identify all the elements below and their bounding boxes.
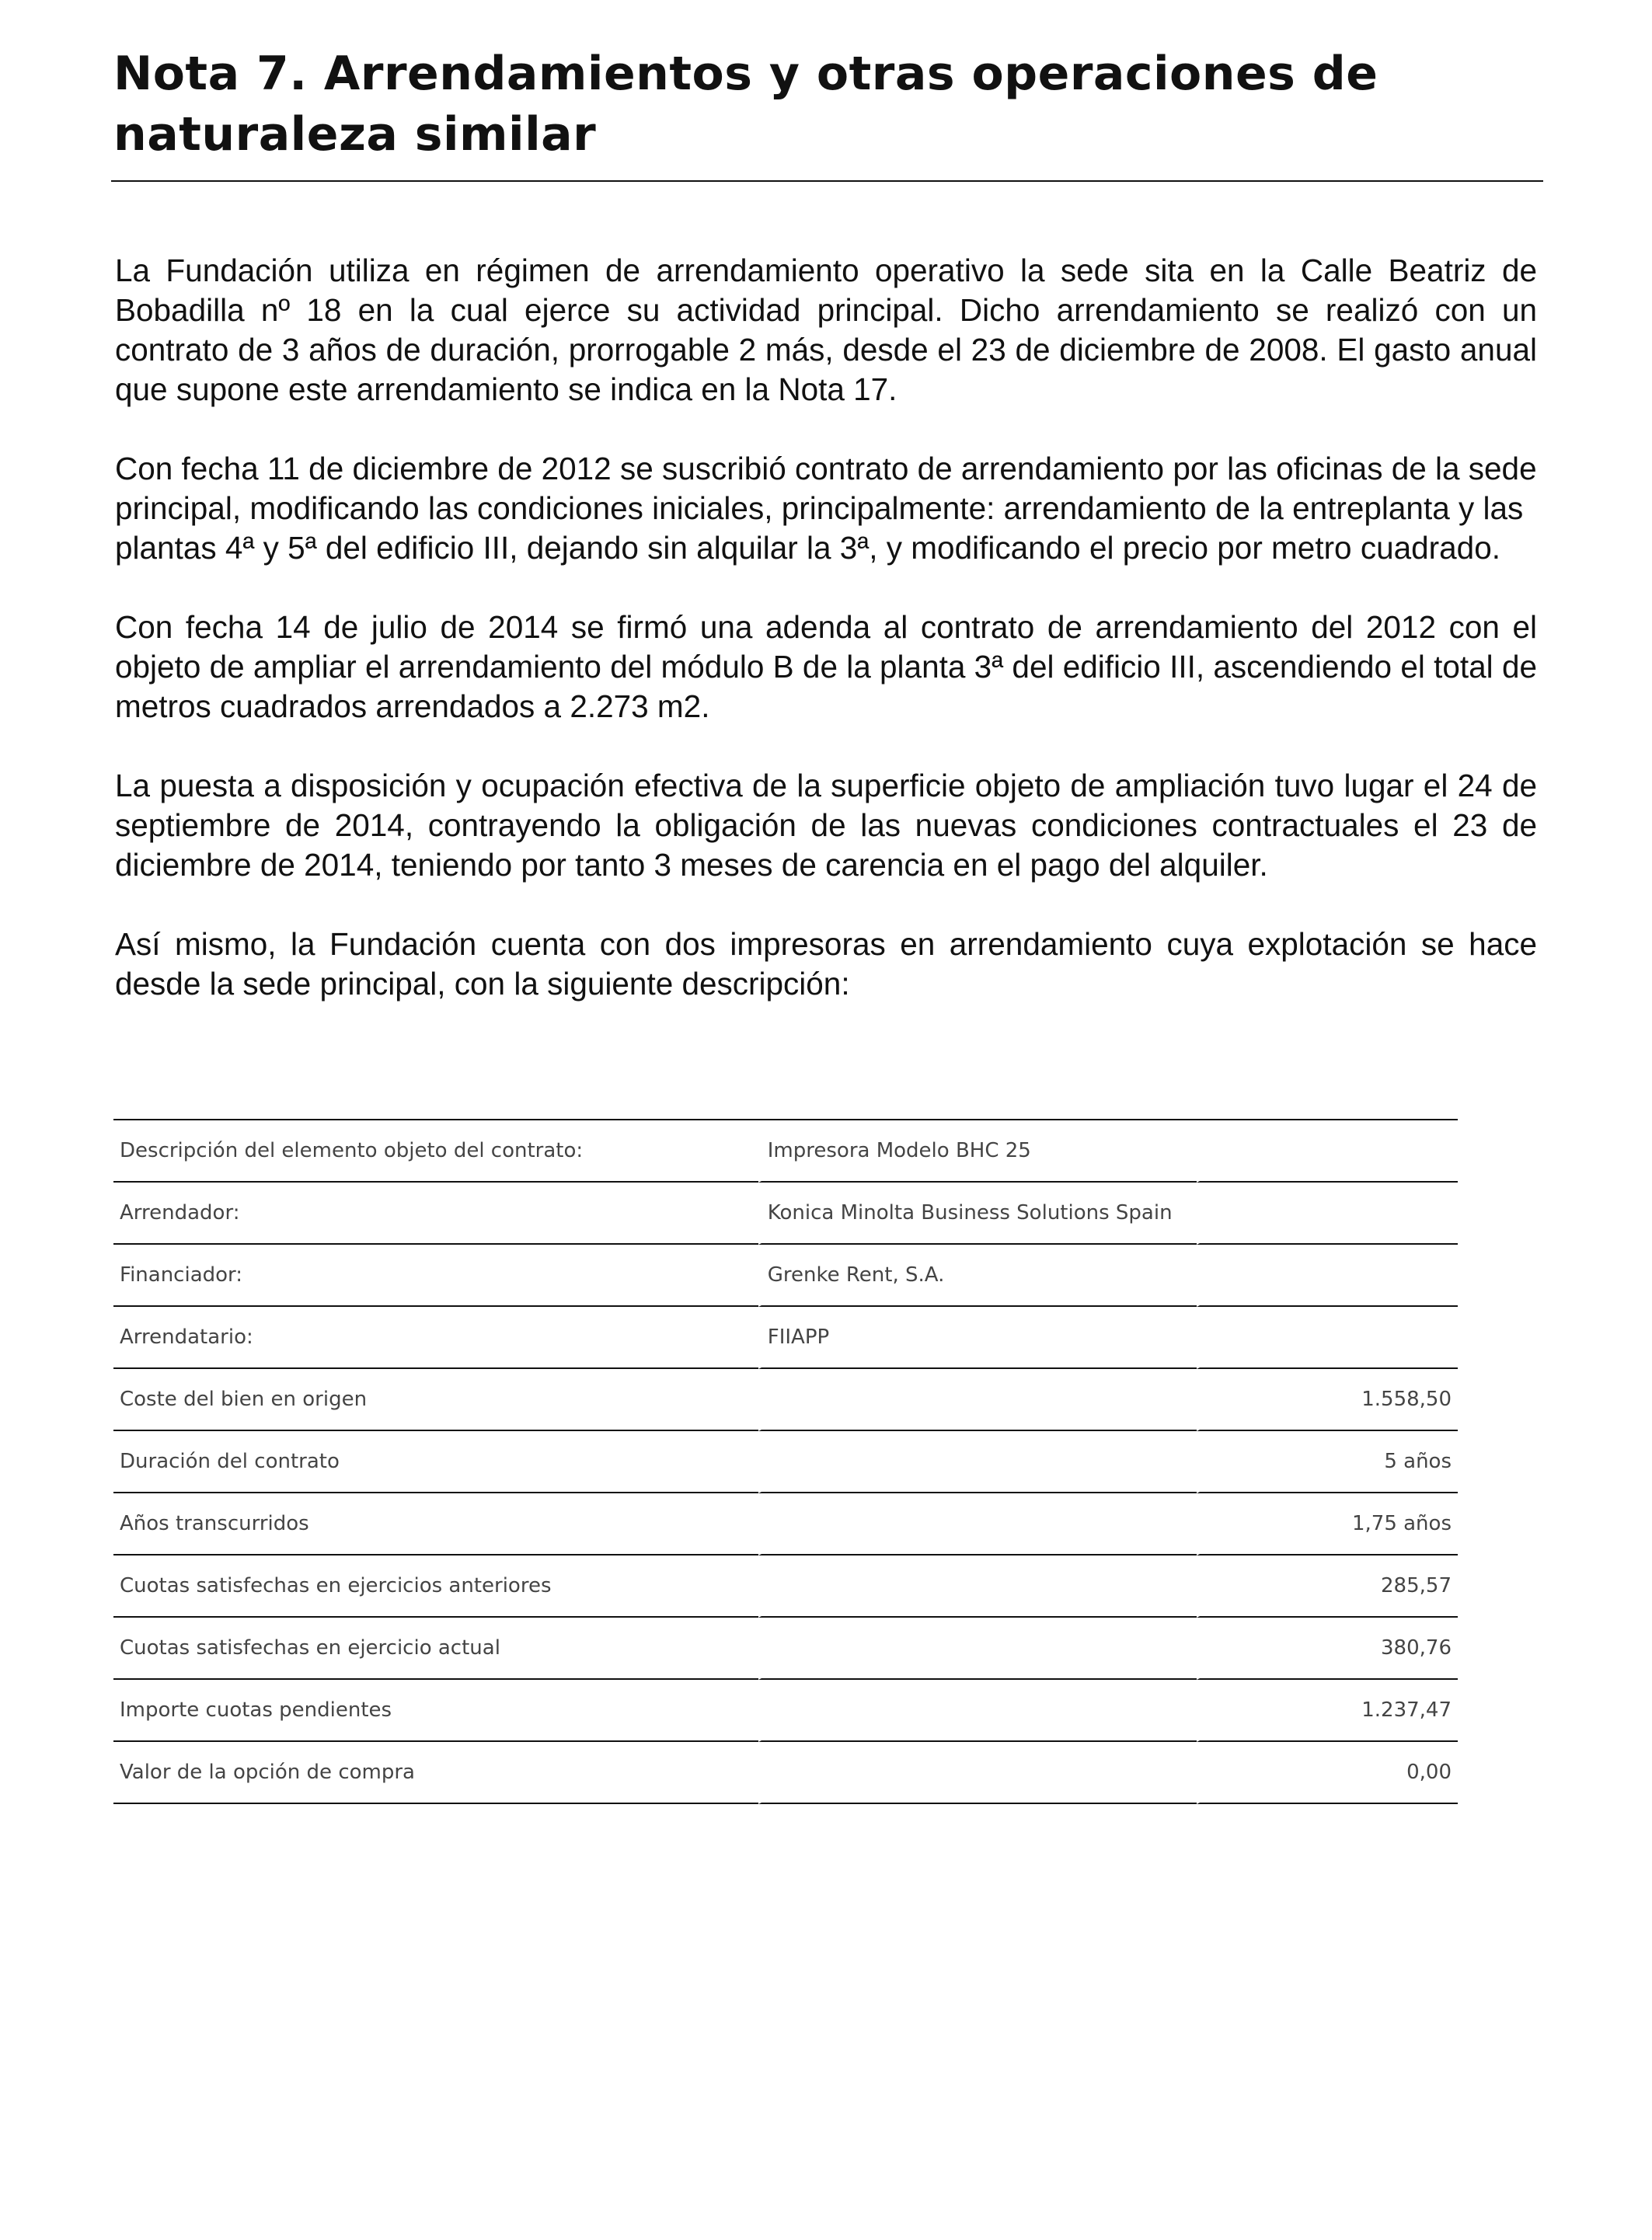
paragraph-puesta-disposicion: La puesta a disposición y ocupación efectiva de la superficie objeto de ampliación tuvo lugar el 24 de septiembre de 2014, contrayendo la obligación de las nuevas condiciones contractuales el 23 de diciembre de 2014, teniendo por tanto 3 meses de carencia en el pago del alquiler. [115, 768, 1537, 883]
row-label: Arrendador: [113, 1183, 758, 1245]
row-value [1197, 1120, 1458, 1183]
row-label: Arrendatario: [113, 1307, 758, 1369]
row-label: Cuotas satisfechas en ejercicios anteriores [113, 1555, 758, 1618]
row-text [758, 1742, 1197, 1804]
table-row [113, 1493, 1458, 1555]
table-row [113, 1307, 1458, 1369]
row-text: Impresora Modelo BHC 25 [758, 1120, 1197, 1183]
body-text [115, 251, 1537, 1043]
row-label: Coste del bien en origen [113, 1369, 758, 1431]
row-text: Konica Minolta Business Solutions Spain [758, 1183, 1197, 1245]
row-value: 0,00 [1197, 1742, 1458, 1804]
row-text [758, 1555, 1197, 1618]
table-row [113, 1742, 1458, 1804]
row-value: 1.237,47 [1197, 1680, 1458, 1742]
row-text: Grenke Rent, S.A. [758, 1245, 1197, 1307]
row-value: 1.558,50 [1197, 1369, 1458, 1431]
table-row [113, 1120, 1458, 1183]
paragraph-impresoras: Así mismo, la Fundación cuenta con dos impresoras en arrendamiento cuya explotación se hace desde la sede principal, con la siguiente descripción: [115, 926, 1537, 1002]
row-label: Cuotas satisfechas en ejercicio actual [113, 1618, 758, 1680]
row-label: Descripción del elemento objeto del contrato: [113, 1120, 758, 1183]
row-text [758, 1493, 1197, 1555]
row-text [758, 1680, 1197, 1742]
row-label: Años transcurridos [113, 1493, 758, 1555]
row-value: 5 años [1197, 1431, 1458, 1493]
paragraph-adenda-2014: Con fecha 14 de julio de 2014 se firmó una adenda al contrato de arrendamiento del 2012 con el objeto de ampliar el arrendamiento del módulo B de la planta 3ª del edificio III, ascendiendo el total de metros cuadrados arrendados a 2.273 m2. [115, 609, 1537, 724]
row-text [758, 1431, 1197, 1493]
row-value [1197, 1307, 1458, 1369]
row-text [758, 1618, 1197, 1680]
row-value: 380,76 [1197, 1618, 1458, 1680]
table-row [113, 1618, 1458, 1680]
paragraph-contrato-2012: Con fecha 11 de diciembre de 2012 se suscribió contrato de arrendamiento por las oficinas de la sede principal, modificando las condiciones iniciales, principalmente: arrendamiento de la entreplanta y las plantas 4ª y 5ª del edificio III, dejando sin alquilar la 3ª, y modificando el precio por metro cuadrado. [115, 451, 1537, 566]
row-label: Valor de la opción de compra [113, 1742, 758, 1804]
row-label: Importe cuotas pendientes [113, 1680, 758, 1742]
row-value [1197, 1183, 1458, 1245]
table-row [113, 1183, 1458, 1245]
lease-details-table [113, 1119, 1458, 1804]
table-row [113, 1369, 1458, 1431]
row-value: 285,57 [1197, 1555, 1458, 1618]
row-text: FIIAPP [758, 1307, 1197, 1369]
row-value [1197, 1245, 1458, 1307]
table-row [113, 1555, 1458, 1618]
table-row [113, 1245, 1458, 1307]
table-row [113, 1680, 1458, 1742]
row-label: Duración del contrato [113, 1431, 758, 1493]
row-value: 1,75 años [1197, 1493, 1458, 1555]
table-row [113, 1431, 1458, 1493]
page-title: Nota 7. Arrendamientos y otras operaciones de naturaleza similar [113, 47, 1378, 162]
title-divider [111, 180, 1543, 182]
row-label: Financiador: [113, 1245, 758, 1307]
paragraph-sede: La Fundación utiliza en régimen de arrendamiento operativo la sede sita en la Calle Beatriz de Bobadilla nº 18 en la cual ejerce su actividad principal. Dicho arrendamiento se realizó con un contrato de 3 años de duración, prorrogable 2 más, desde el 23 de diciembre de 2008. El gasto anual que supone este arrendamiento se indica en la Nota 17. [115, 253, 1537, 407]
row-text [758, 1369, 1197, 1431]
